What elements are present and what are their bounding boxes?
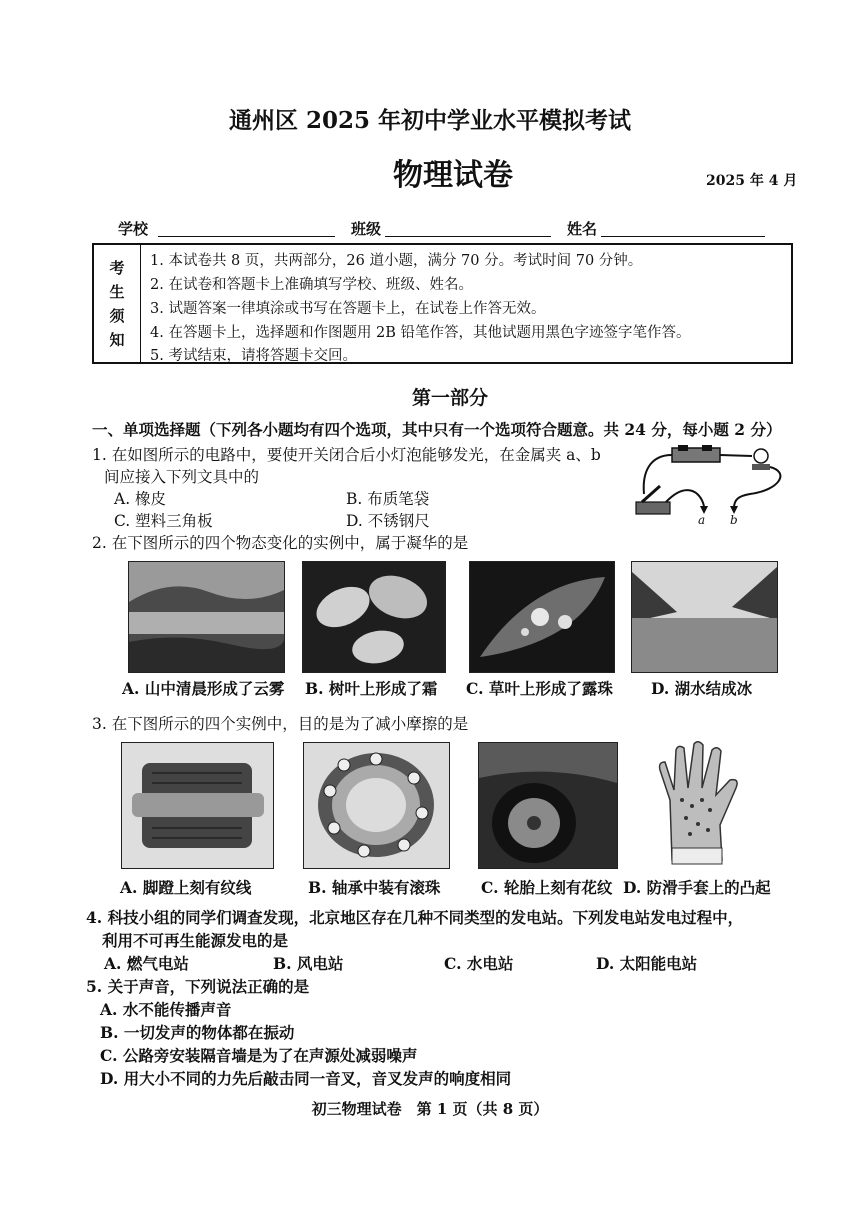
q2-caption-c: C. 草叶上形成了露珠 xyxy=(466,679,613,698)
q1-stem-cont: 间应接入下列文具中的 xyxy=(104,468,260,486)
bearing-image xyxy=(303,742,450,869)
q2-caption-b: B. 树叶上形成了霜 xyxy=(305,679,438,698)
battery-icon xyxy=(672,445,720,462)
notice-char: 生 xyxy=(109,282,125,301)
class-line xyxy=(385,236,551,237)
notice-box xyxy=(92,243,793,364)
frozen-lake-image xyxy=(631,561,778,673)
q4-stem: 4. 科技小组的同学们调查发现，北京地区存在几种不同类型的发电站。下列发电站发电过程中， xyxy=(86,908,744,927)
q5-option-a: A. 水不能传播声音 xyxy=(100,1000,232,1019)
notice-item: 5. 考试结束，请将答题卡交回。 xyxy=(150,348,357,364)
frost-leaves-image xyxy=(302,561,446,673)
circuit-diagram xyxy=(630,442,800,527)
q1-option-d: D. 不锈钢尺 xyxy=(346,512,430,530)
notice-item: 1. 本试卷共 8 页，共两部分，26 道小题，满分 70 分。考试时间 70 分钟。 xyxy=(150,253,643,269)
exam-title: 通州区 2025 年初中学业水平模拟考试 xyxy=(228,107,632,134)
clip-label-b: b xyxy=(730,513,738,527)
q4-option-b: B. 风电站 xyxy=(273,954,344,973)
name-line xyxy=(601,236,765,237)
q4-option-a: A. 燃气电站 xyxy=(104,954,189,973)
q2-caption-a: A. 山中清晨形成了云雾 xyxy=(122,679,285,698)
q1-option-b: B. 布质笔袋 xyxy=(346,490,430,508)
clip-label-a: a xyxy=(698,513,706,527)
notice-item: 2. 在试卷和答题卡上准确填写学校、班级、姓名。 xyxy=(150,277,473,293)
bulb-icon xyxy=(752,449,770,470)
q3-caption-a: A. 脚蹬上刻有纹线 xyxy=(120,878,252,897)
glove-image xyxy=(652,740,750,868)
q4-option-d: D. 太阳能电站 xyxy=(596,954,698,973)
notice-item: 3. 试题答案一律填涂或书写在答题卡上，在试卷上作答无效。 xyxy=(150,301,546,317)
q5-stem: 5. 关于声音，下列说法正确的是 xyxy=(86,977,310,996)
q1-option-a: A. 橡皮 xyxy=(114,490,167,508)
q1-stem: 1. 在如图所示的电路中，要使开关闭合后小灯泡能够发光，在金属夹 a、b xyxy=(92,446,601,464)
class-label: 班级 xyxy=(351,220,382,238)
section-heading: 一、单项选择题（下列各小题均有四个选项，其中只有一个选项符合题意。共 24 分，每小题 2 分） xyxy=(92,420,782,439)
wire xyxy=(720,455,752,456)
part-heading: 第一部分 xyxy=(411,387,488,409)
q3-stem: 3. 在下图所示的四个实例中，目的是为了减小摩擦的是 xyxy=(92,715,469,733)
school-line xyxy=(158,236,335,237)
q5-option-d: D. 用大小不同的力先后敲击同一音叉，音叉发声的响度相同 xyxy=(100,1069,512,1088)
page-footer: 初三物理试卷 第 1 页（共 8 页） xyxy=(311,1100,549,1118)
notice-item: 4. 在答题卡上，选择题和作图题用 2B 铅笔作答，其他试题用黑色字迹签字笔作答。 xyxy=(150,325,691,341)
notice-char: 考 xyxy=(109,258,125,277)
school-label: 学校 xyxy=(118,220,149,238)
switch-icon xyxy=(636,486,670,514)
subject-title: 物理试卷 xyxy=(393,158,513,193)
pedal-image xyxy=(121,742,274,869)
dew-leaf-image xyxy=(469,561,615,673)
q3-caption-c: C. 轮胎上刻有花纹 xyxy=(481,878,613,897)
exam-date: 2025 年 4 月 xyxy=(706,173,798,189)
tire-image xyxy=(478,742,618,869)
wire xyxy=(666,490,704,506)
q4-stem-cont: 利用不可再生能源发电的是 xyxy=(102,931,289,950)
notice-char: 知 xyxy=(109,330,125,349)
notice-char: 须 xyxy=(109,306,125,325)
q1-option-c: C. 塑料三角板 xyxy=(114,512,213,530)
q2-caption-d: D. 湖水结成冰 xyxy=(651,679,753,698)
name-label: 姓名 xyxy=(567,220,598,238)
mist-mountain-image xyxy=(128,561,285,673)
q3-caption-b: B. 轴承中装有滚珠 xyxy=(308,878,441,897)
q4-option-c: C. 水电站 xyxy=(444,954,514,973)
wire xyxy=(734,467,780,508)
q2-stem: 2. 在下图所示的四个物态变化的实例中，属于凝华的是 xyxy=(92,534,469,552)
q5-option-c: C. 公路旁安装隔音墙是为了在声源处减弱噪声 xyxy=(100,1046,418,1065)
notice-side-label xyxy=(94,245,141,362)
q5-option-b: B. 一切发声的物体都在振动 xyxy=(100,1023,295,1042)
q3-caption-d: D. 防滑手套上的凸起 xyxy=(623,878,771,897)
